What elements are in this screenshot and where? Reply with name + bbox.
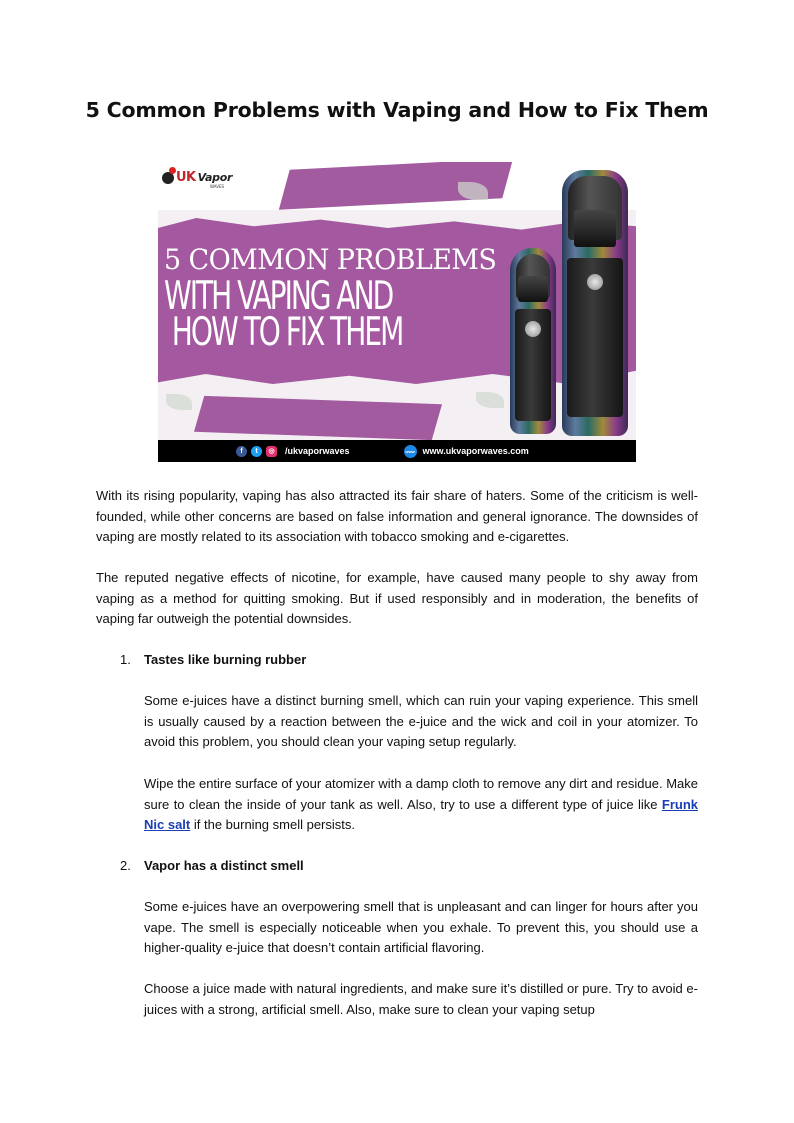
item-2-paragraph-2: Choose a juice made with natural ingredients, and make sure it’s distilled or pure. Try to avoid e-juices with a strong, artificial smell. Also, make sure to clean your vaping setup xyxy=(144,981,698,1017)
banner-heading-line3: HOW TO FIX THEM xyxy=(171,309,403,355)
banner-torn-strip-bottom xyxy=(194,396,442,440)
logo-vapor-text: Vapor xyxy=(197,171,233,184)
item-1-paragraph-2 xyxy=(144,774,698,836)
logo-icon xyxy=(162,172,174,184)
globe-icon: www xyxy=(404,445,417,458)
item-1-paragraph-2-text: Wipe the entire surface of your atomizer with a damp cloth to remove any dirt and residue. Make sure to clean the inside of your tank as well. Also, try to use a different type of juice like xyxy=(144,776,698,812)
banner-heading-line1: 5 COMMON PROBLEMS xyxy=(164,243,497,277)
article-banner-image xyxy=(158,162,636,462)
list-item-number: 1. xyxy=(120,652,131,667)
item-1-paragraph-2-text-end: if the burning smell persists. xyxy=(190,817,355,832)
list-item-number: 2. xyxy=(120,858,131,873)
list-item-title: Tastes like burning rubber xyxy=(144,652,307,667)
intro-paragraph-1: With its rising popularity, vaping has also attracted its fair share of haters. Some of the criticism is well-founded, while other concerns are based on false information and general ignorance. The downsides of vaping are mostly related to its association with tobacco smoking and e-cigarettes. xyxy=(96,488,698,544)
instagram-icon: ◎ xyxy=(266,446,277,457)
brand-logo xyxy=(162,170,233,189)
intro-paragraph-2: The reputed negative effects of nicotine, for example, have caused many people to shy away from vaping as a method for quitting smoking. But if used responsibly and in moderation, the benefits of vaping far outweigh the potential downsides. xyxy=(96,570,698,626)
list-item-title: Vapor has a distinct smell xyxy=(144,858,304,873)
website-block xyxy=(404,445,529,458)
facebook-icon: f xyxy=(236,446,247,457)
logo-sub-text: WAVES xyxy=(210,184,225,189)
social-handle: /ukvaporwaves xyxy=(285,446,350,456)
leaf-decoration xyxy=(166,394,192,410)
item-1-paragraph-1: Some e-juices have a distinct burning smell, which can ruin your vaping experience. This smell is usually caused by a reaction between the e-juice and the wick and coil in your atomizer. To avoid this problem, you should clean your vaping setup regularly. xyxy=(144,693,698,749)
logo-uk-text: UK xyxy=(176,170,196,185)
social-icons xyxy=(236,446,350,457)
vape-device-small xyxy=(510,248,556,434)
frunk-nic-salt-link[interactable]: Frunk Nic salt xyxy=(144,796,698,832)
list-item-heading xyxy=(120,856,304,877)
website-url: www.ukvaporwaves.com xyxy=(422,446,529,456)
list-item-heading xyxy=(120,650,306,671)
banner-heading xyxy=(164,243,524,355)
vape-device-large xyxy=(562,170,628,436)
banner-footer-bar xyxy=(158,440,636,462)
banner-heading-line2: WITH VAPING AND xyxy=(164,273,393,319)
leaf-decoration xyxy=(476,392,504,408)
twitter-icon: t xyxy=(251,446,262,457)
item-2-paragraph-1: Some e-juices have an overpowering smell that is unpleasant and can linger for hours after you vape. The smell is especially noticeable when you exhale. To prevent this, you should use a higher-quality e-juice that doesn’t contain artificial flavoring. xyxy=(144,899,698,955)
page-title: 5 Common Problems with Vaping and How to Fix Them xyxy=(85,98,709,122)
